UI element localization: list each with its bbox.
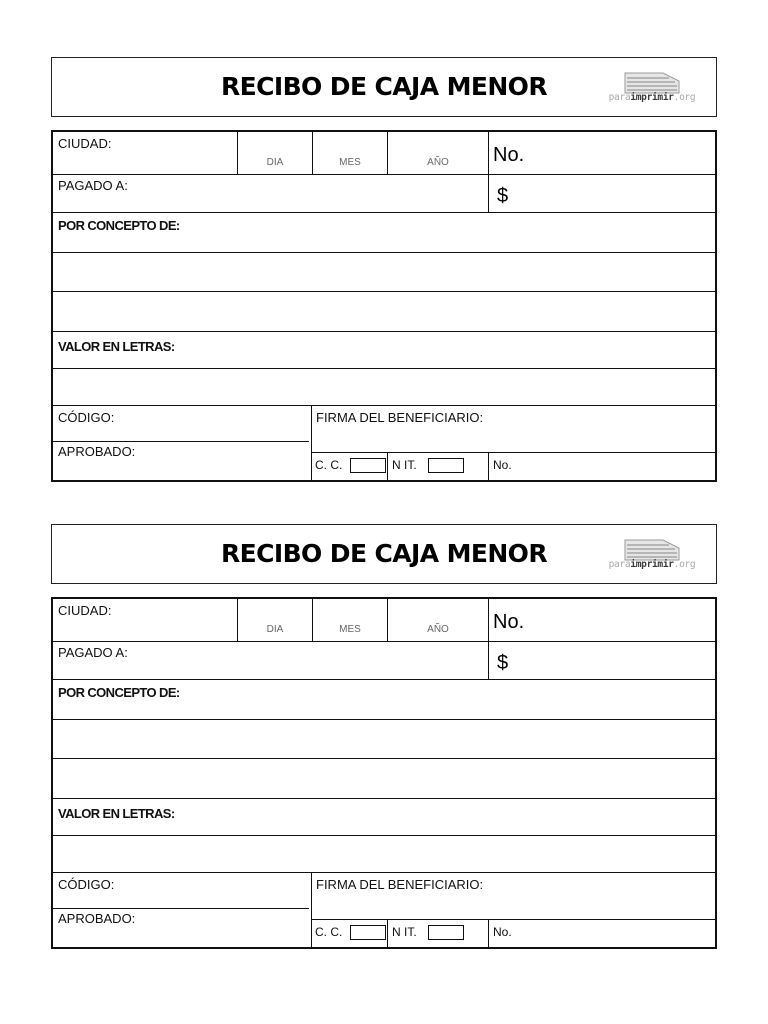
concepto-label: POR CONCEPTO DE:: [58, 218, 180, 233]
dia-label: DIA: [266, 157, 284, 168]
id-number-label: No.: [493, 925, 512, 939]
nit-checkbox[interactable]: [428, 925, 464, 940]
cc-checkbox[interactable]: [350, 925, 386, 940]
pagado-label: PAGADO A:: [58, 178, 128, 193]
nit-label: N IT.: [392, 458, 417, 472]
receipt-form: [51, 597, 717, 949]
amount-currency-label: $: [497, 652, 509, 674]
amount-currency-label: $: [497, 185, 509, 207]
firma-beneficiario-label: FIRMA DEL BENEFICIARIO:: [316, 410, 484, 425]
receipt-header: [51, 524, 717, 584]
nit-label: N IT.: [392, 925, 417, 939]
valor-letras-label: VALOR EN LETRAS:: [58, 339, 175, 354]
cc-checkbox[interactable]: [350, 458, 386, 473]
cc-label: C. C.: [315, 925, 343, 939]
aprobado-label: APROBADO:: [58, 444, 136, 459]
receipt-header: [51, 57, 717, 117]
mes-label: MES: [339, 157, 361, 168]
firma-beneficiario-label: FIRMA DEL BENEFICIARIO:: [316, 877, 484, 892]
codigo-label: CÓDIGO:: [58, 877, 115, 892]
pagado-label: PAGADO A:: [58, 645, 128, 660]
receipt-number-label: No.: [493, 144, 525, 166]
printer-icon: [623, 72, 681, 94]
logo-text: paraimprimir.org: [608, 559, 696, 570]
concepto-label: POR CONCEPTO DE:: [58, 685, 180, 700]
anio-label: AÑO: [427, 157, 449, 168]
ciudad-label: CIUDAD:: [58, 136, 112, 151]
dia-label: DIA: [266, 624, 284, 635]
id-number-label: No.: [493, 458, 512, 472]
receipt-number-label: No.: [493, 611, 525, 633]
cc-label: C. C.: [315, 458, 343, 472]
printer-icon: [623, 539, 681, 561]
nit-checkbox[interactable]: [428, 458, 464, 473]
receipt-title: RECIBO DE CAJA MENOR: [221, 72, 547, 101]
receipt-form: [51, 130, 717, 482]
aprobado-label: APROBADO:: [58, 911, 136, 926]
valor-letras-label: VALOR EN LETRAS:: [58, 806, 175, 821]
anio-label: AÑO: [427, 624, 449, 635]
codigo-label: CÓDIGO:: [58, 410, 115, 425]
mes-label: MES: [339, 624, 361, 635]
paraimprimir-logo: [605, 539, 699, 573]
ciudad-label: CIUDAD:: [58, 603, 112, 618]
receipt-title: RECIBO DE CAJA MENOR: [221, 539, 547, 568]
paraimprimir-logo: [605, 72, 699, 106]
logo-text: paraimprimir.org: [608, 92, 696, 103]
